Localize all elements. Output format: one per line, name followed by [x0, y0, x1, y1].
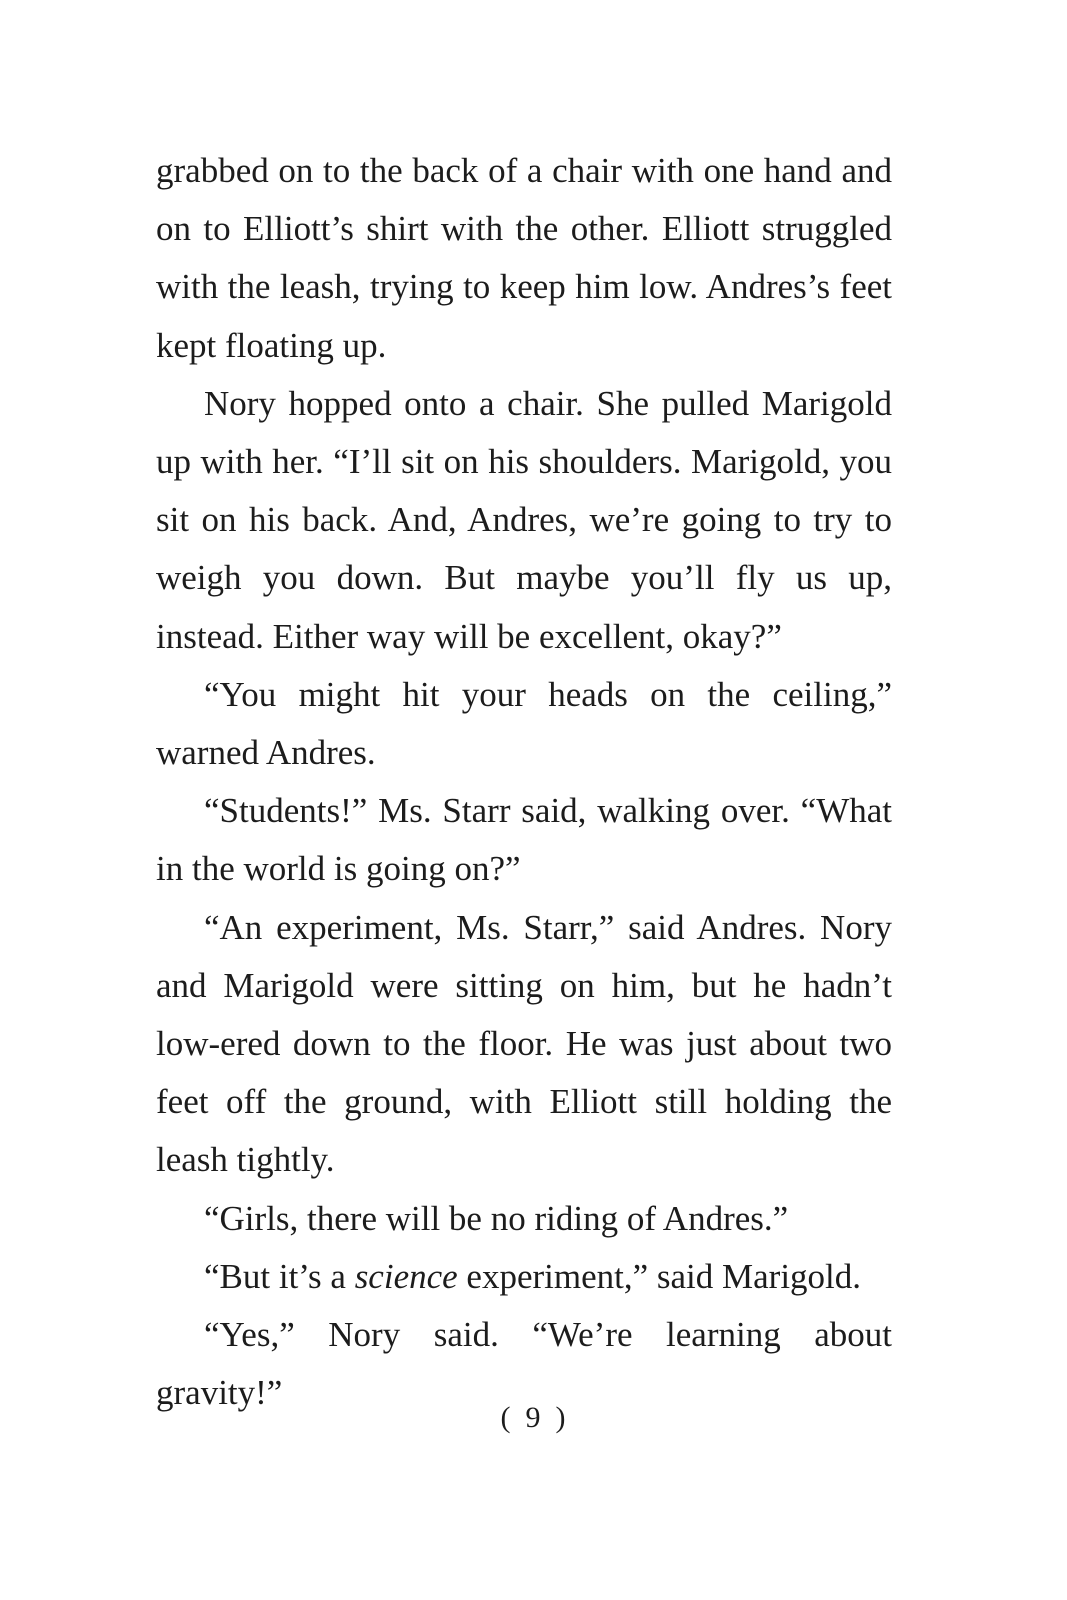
body-text: [156, 142, 892, 1422]
paragraph-5: “An experiment, Ms. Starr,” said Andres. Nory and Marigold were sitting on him, but he hadn’t low-ered down to the floor. He was just about two feet off the ground, with Elliott still holding the leash tightly.: [156, 907, 892, 1180]
paragraph-2: Nory hopped onto a chair. She pulled Marigold up with her. “I’ll sit on his shoulders. Marigold, you sit on his back. And, Andres, we’re going to try to weigh you down. But maybe you’ll fly us up, instead. Either way will be excellent, okay?”: [156, 383, 892, 656]
italic-word: science: [354, 1256, 458, 1296]
paragraph-1: grabbed on to the back of a chair with one hand and on to Elliott’s shirt with the other. Elliott struggled with the leash, trying to keep him low. Andres’s feet kept floating up.: [156, 151, 892, 365]
page-number-open-paren: (: [500, 1401, 512, 1434]
paragraph-7: [156, 1248, 892, 1306]
paragraph-4: “Students!” Ms. Starr said, walking over. “What in the world is going on?”: [156, 791, 892, 889]
paragraph-6: “Girls, there will be no riding of Andres.”: [204, 1198, 789, 1238]
page-number-close-paren: ): [555, 1401, 567, 1434]
paragraph-7-start: “But it’s a: [204, 1256, 355, 1296]
page-number: [0, 1398, 1067, 1438]
paragraph-7-end: experiment,” said Marigold.: [457, 1256, 862, 1296]
page-number-value: 9: [525, 1401, 542, 1434]
paragraph-3: “You might hit your heads on the ceiling,” warned Andres.: [156, 674, 892, 773]
paragraph-8: “Yes,” Nory said. “We’re learning about gravity!”: [156, 1315, 892, 1413]
